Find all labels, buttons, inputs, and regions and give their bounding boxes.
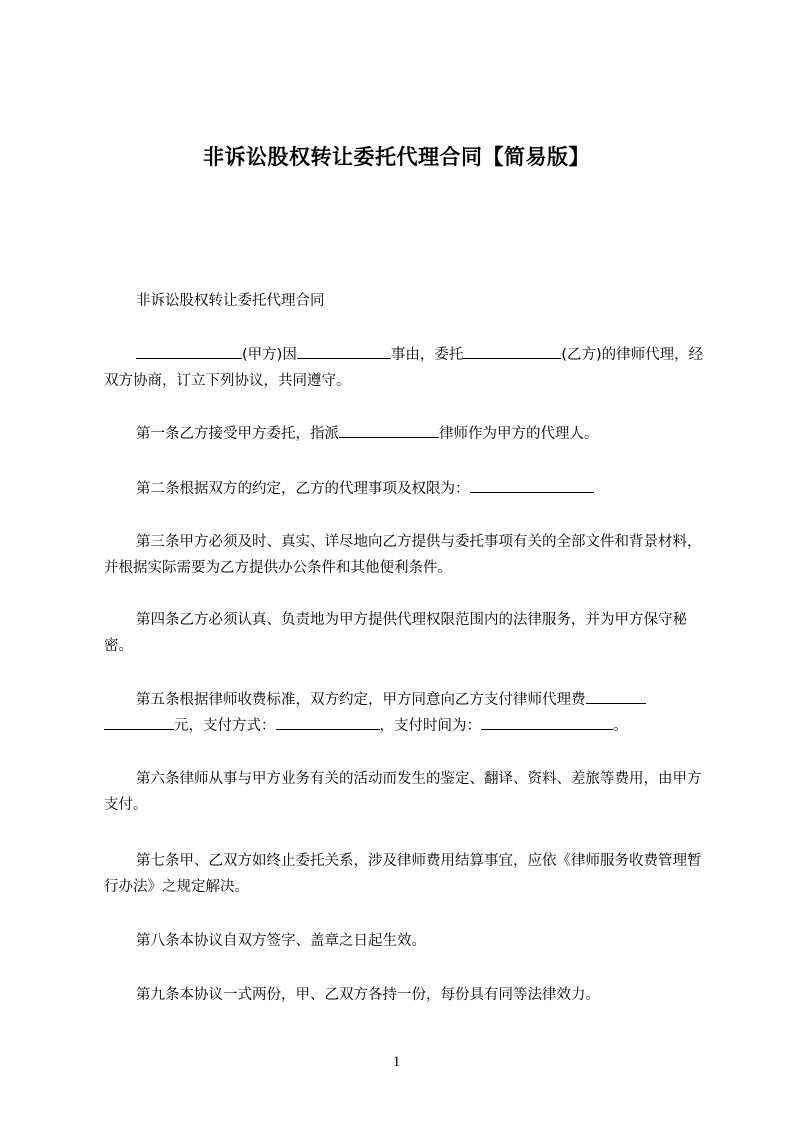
intro-paragraph: [104, 342, 704, 394]
intro-text-3: (乙方)的律师代理，经双方协商，订立下列协议，共同遵守。: [104, 347, 704, 389]
article-2-text: 第二条根据双方的约定，乙方的代理事项及权限为：: [136, 481, 470, 497]
matter-blank[interactable]: [297, 342, 391, 359]
article-2: [104, 476, 704, 502]
intro-text-1: (甲方)因: [242, 347, 297, 363]
article-1-text-a: 第一条乙方接受甲方委托，指派: [136, 426, 339, 442]
article-8: 第八条本协议自双方签字、盖章之日起生效。: [136, 933, 426, 949]
payment-method-blank[interactable]: [276, 713, 380, 730]
article-4: 第四条乙方必须认真、负责地为甲方提供代理权限范围内的法律服务，并为甲方保守秘密。: [104, 612, 687, 654]
contract-subtitle: 非诉讼股权转让委托代理合同: [136, 293, 325, 309]
payment-time-blank[interactable]: [481, 713, 613, 730]
article-5: [104, 687, 704, 739]
article-5-text-b: 元，支付方式：: [174, 718, 276, 734]
intro-text-2: 事由，委托: [390, 347, 464, 363]
fee-blank-1[interactable]: [586, 687, 646, 704]
article-5-text-c: ，支付时间为：: [379, 718, 481, 734]
lawyer-name-blank[interactable]: [339, 421, 439, 438]
page-number: 1: [392, 1054, 401, 1070]
scope-blank[interactable]: [470, 476, 594, 493]
article-6: 第六条律师从事与甲方业务有关的活动而发生的鉴定、翻译、资料、差旅等费用，由甲方支付。: [104, 771, 702, 813]
article-5-text-a: 第五条根据律师收费标准，双方约定，甲方同意向乙方支付律师代理费: [136, 692, 586, 708]
document-title: 非诉讼股权转让委托代理合同【简易版】: [203, 145, 590, 169]
article-1: [104, 421, 704, 447]
article-5-text-d: 。: [613, 718, 628, 734]
article-9: 第九条本协议一式两份，甲、乙双方各持一份，每份具有同等法律效力。: [136, 987, 600, 1003]
party-b-blank[interactable]: [463, 342, 561, 359]
party-a-blank[interactable]: [136, 342, 242, 359]
article-1-text-b: 律师作为甲方的代理人。: [439, 426, 599, 442]
article-3: 第三条甲方必须及时、真实、详尽地向乙方提供与委托事项有关的全部文件和背景材料，并根据实际需要为乙方提供办公条件和其他便利条件。: [104, 534, 702, 576]
article-7: 第七条甲、乙双方如终止委托关系，涉及律师费用结算事宜，应依《律师服务收费管理暂行办法》之规定解决。: [104, 853, 702, 895]
fee-blank-2[interactable]: [104, 713, 174, 730]
